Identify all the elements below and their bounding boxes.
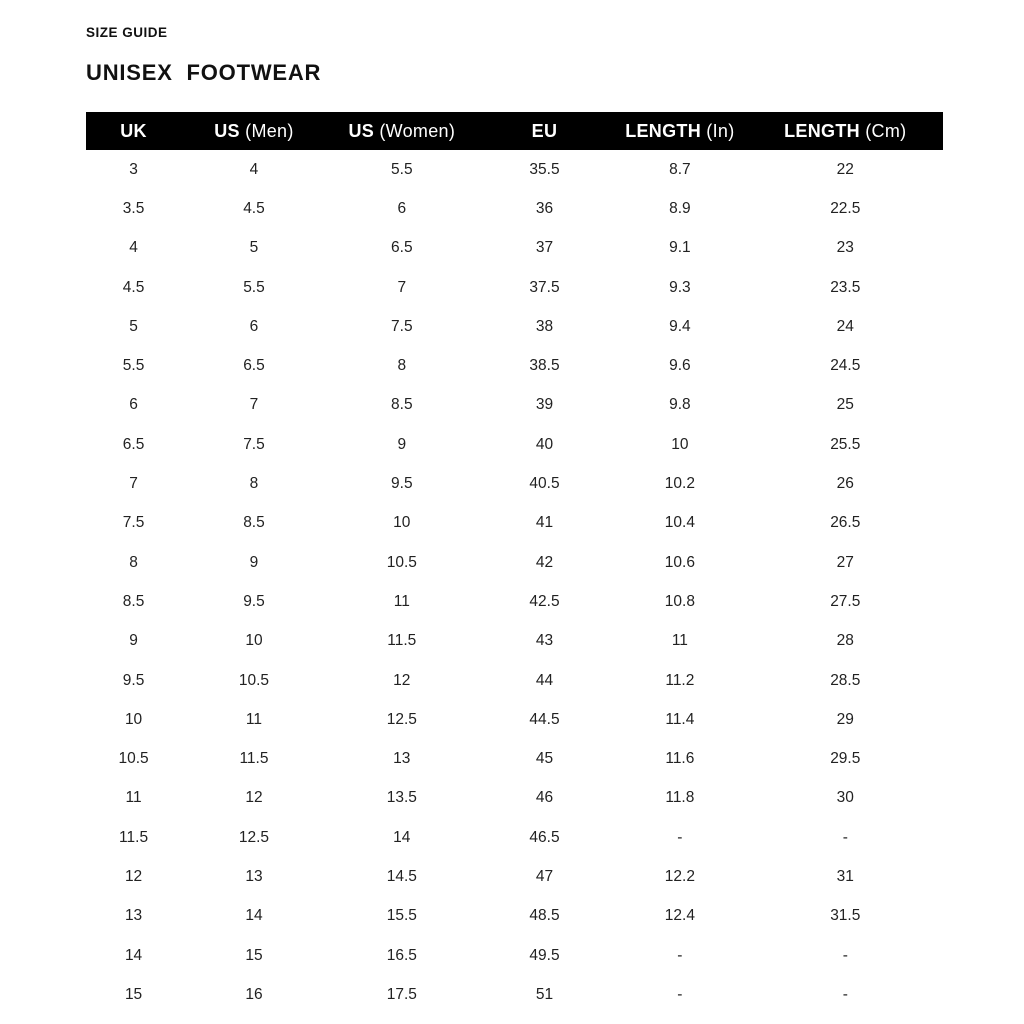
column-header-qualifier: (In): [701, 120, 735, 141]
table-cell: 8.5: [122, 592, 145, 610]
table-cell: 51: [535, 985, 554, 1003]
column-header-qualifier: (Cm): [859, 120, 907, 141]
table-cell: 24: [836, 317, 854, 335]
table-row: [86, 189, 943, 228]
table-cell: 42: [535, 553, 554, 571]
table-cell: 11: [245, 710, 263, 728]
table-cell: 9.6: [669, 357, 691, 375]
table-cell: 7: [249, 396, 259, 414]
table-cell: 7: [129, 475, 138, 493]
table-cell: 23: [836, 239, 854, 257]
table-cell: 27: [836, 553, 854, 571]
table-cell: 12.4: [664, 907, 695, 925]
table-cell: 4.5: [243, 199, 265, 217]
table-cell: 8: [129, 553, 138, 571]
table-row: [86, 622, 943, 661]
table-cell: 47: [535, 867, 554, 885]
table-cell: 12.2: [664, 867, 695, 885]
table-cell: 4.5: [122, 278, 145, 296]
table-row: [86, 229, 943, 268]
table-row: [86, 936, 943, 975]
header-row: [86, 112, 943, 150]
table-cell: -: [677, 946, 683, 964]
table-cell: 38: [535, 317, 554, 335]
table-cell: 10.5: [238, 671, 270, 689]
table-cell: 4: [129, 239, 138, 257]
table-cell: 24.5: [830, 357, 861, 375]
table-cell: 9.3: [669, 278, 691, 296]
column-header-label: UK: [120, 120, 147, 141]
table-cell: 11: [393, 592, 410, 610]
table-cell: 14: [245, 907, 263, 925]
table-row: [86, 897, 943, 936]
table-cell: 10: [245, 632, 263, 650]
table-cell: 13: [245, 867, 263, 885]
table-cell: 43: [535, 632, 554, 650]
table-cell: 7.5: [391, 317, 413, 335]
table-cell: 14: [393, 828, 411, 846]
table-cell: 14: [124, 946, 143, 964]
table-cell: 48.5: [529, 907, 560, 925]
table-cell: 9: [249, 553, 259, 571]
table-cell: 15: [124, 985, 143, 1003]
table-cell: 12.5: [386, 710, 417, 728]
table-cell: 22.5: [830, 199, 861, 217]
table-cell: 3.5: [122, 199, 145, 217]
table-cell: 9.5: [391, 475, 413, 493]
column-header-length-cm: [748, 112, 943, 150]
table-row: [86, 661, 943, 700]
table-cell: 42.5: [529, 592, 560, 610]
column-header-label: US: [214, 120, 240, 141]
table-cell: 13: [393, 750, 411, 768]
table-cell: 8.5: [391, 396, 413, 414]
table-cell: 9: [129, 632, 138, 650]
table-cell: 10.4: [664, 514, 695, 532]
table-cell: 9.5: [122, 671, 145, 689]
table-cell: 10.6: [664, 553, 695, 571]
column-header-eu: [477, 112, 612, 150]
table-cell: -: [677, 985, 683, 1003]
size-table-header: [86, 112, 943, 150]
table-cell: 7.5: [243, 435, 265, 453]
column-header-uk: [86, 112, 181, 150]
table-cell: 25.5: [830, 435, 861, 453]
table-cell: 4: [249, 160, 259, 178]
table-cell: 5.5: [122, 357, 145, 375]
size-guide-eyebrow: SIZE GUIDE: [86, 25, 168, 40]
table-cell: 11.5: [119, 828, 149, 846]
table-cell: 11.5: [387, 632, 417, 650]
column-header-label: LENGTH: [625, 120, 701, 141]
table-cell: 11.4: [665, 710, 695, 728]
table-cell: 10: [393, 514, 411, 532]
table-cell: -: [842, 946, 848, 964]
table-cell: -: [842, 828, 848, 846]
table-cell: 9.4: [669, 317, 691, 335]
table-cell: 45: [535, 750, 554, 768]
table-row: [86, 700, 943, 739]
table-cell: 6: [129, 396, 138, 414]
table-row: [86, 268, 943, 307]
table-cell: 27.5: [830, 592, 861, 610]
table-cell: 37.5: [529, 278, 560, 296]
table-cell: 36: [535, 199, 554, 217]
table-cell: 26: [836, 475, 854, 493]
table-cell: 9.1: [669, 239, 691, 257]
table-cell: 10.8: [664, 592, 695, 610]
table-cell: 9: [397, 435, 407, 453]
column-header-qualifier: (Women): [374, 120, 456, 141]
column-header-label: EU: [531, 120, 558, 141]
table-cell: 38.5: [529, 357, 560, 375]
table-cell: -: [677, 828, 683, 846]
table-cell: 46.5: [529, 828, 560, 846]
table-cell: 9.5: [243, 592, 265, 610]
column-header-qualifier: (Men): [239, 120, 294, 141]
table-cell: 8.5: [243, 514, 265, 532]
table-cell: -: [842, 985, 848, 1003]
table-cell: 12: [124, 867, 143, 885]
table-cell: 12: [393, 671, 411, 689]
table-cell: 35.5: [529, 160, 560, 178]
table-cell: 8.7: [669, 160, 691, 178]
table-cell: 10.5: [118, 750, 149, 768]
table-cell: 28.5: [830, 671, 861, 689]
table-cell: 29: [836, 710, 854, 728]
column-header-label: LENGTH: [784, 120, 860, 141]
table-cell: 8: [249, 475, 259, 493]
table-cell: 46: [535, 789, 554, 807]
table-cell: 10: [124, 710, 143, 728]
table-row: [86, 975, 943, 1014]
page-title: UNISEX FOOTWEAR: [86, 60, 322, 85]
table-cell: 41: [535, 514, 554, 532]
table-cell: 28: [836, 632, 854, 650]
table-cell: 6.5: [391, 239, 413, 257]
table-cell: 5: [249, 239, 259, 257]
column-header-length-in: [612, 112, 747, 150]
table-row: [86, 346, 943, 385]
table-cell: 29.5: [830, 750, 861, 768]
table-cell: 6: [397, 199, 407, 217]
table-cell: 16: [245, 985, 263, 1003]
table-row: [86, 582, 943, 621]
table-cell: 13.5: [386, 789, 417, 807]
table-cell: 44: [535, 671, 554, 689]
table-cell: 31.5: [830, 907, 861, 925]
table-cell: 6.5: [243, 357, 265, 375]
table-cell: 26.5: [830, 514, 861, 532]
table-cell: 6: [249, 317, 259, 335]
table-cell: 40: [535, 435, 554, 453]
table-cell: 17.5: [386, 985, 417, 1003]
size-table-body: [86, 150, 943, 1015]
table-row: [86, 425, 943, 464]
size-conversion-table: [86, 112, 943, 1015]
table-cell: 7: [397, 278, 407, 296]
table-cell: 44.5: [529, 710, 560, 728]
table-cell: 11.6: [665, 750, 695, 768]
table-row: [86, 543, 943, 582]
column-header-us-women: [327, 112, 477, 150]
table-cell: 40.5: [529, 475, 560, 493]
table-cell: 39: [535, 396, 554, 414]
table-row: [86, 739, 943, 778]
table-cell: 23.5: [830, 278, 861, 296]
table-row: [86, 464, 943, 503]
table-row: [86, 307, 943, 346]
table-cell: 10: [671, 435, 689, 453]
table-cell: 11: [671, 632, 688, 650]
table-cell: 15.5: [386, 907, 417, 925]
table-row: [86, 857, 943, 896]
table-cell: 11.2: [665, 671, 695, 689]
table-cell: 6.5: [122, 435, 145, 453]
table-cell: 14.5: [386, 867, 417, 885]
column-header-label: US: [348, 120, 375, 141]
table-cell: 11.5: [239, 750, 269, 768]
table-cell: 11.8: [665, 789, 695, 807]
table-cell: 12: [245, 789, 263, 807]
table-cell: 8.9: [669, 199, 691, 217]
table-cell: 3: [129, 160, 138, 178]
table-cell: 10.2: [664, 475, 695, 493]
table-row: [86, 386, 943, 425]
table-cell: 9.8: [669, 396, 691, 414]
table-cell: 31: [836, 867, 854, 885]
table-cell: 10.5: [386, 553, 417, 571]
table-row: [86, 150, 943, 189]
table-cell: 12.5: [238, 828, 270, 846]
table-cell: 37: [535, 239, 554, 257]
table-cell: 15: [245, 946, 263, 964]
table-cell: 5.5: [243, 278, 265, 296]
table-row: [86, 504, 943, 543]
table-cell: 16.5: [386, 946, 417, 964]
table-cell: 13: [124, 907, 143, 925]
table-cell: 22: [836, 160, 854, 178]
table-cell: 8: [397, 357, 407, 375]
table-cell: 5: [129, 317, 138, 335]
table-cell: 49.5: [529, 946, 560, 964]
table-cell: 7.5: [122, 514, 145, 532]
table-cell: 30: [836, 789, 854, 807]
column-header-us-men: [181, 112, 327, 150]
table-cell: 25: [836, 396, 854, 414]
table-cell: 5.5: [391, 160, 413, 178]
table-cell: 11: [125, 789, 142, 807]
table-row: [86, 818, 943, 857]
table-row: [86, 779, 943, 818]
